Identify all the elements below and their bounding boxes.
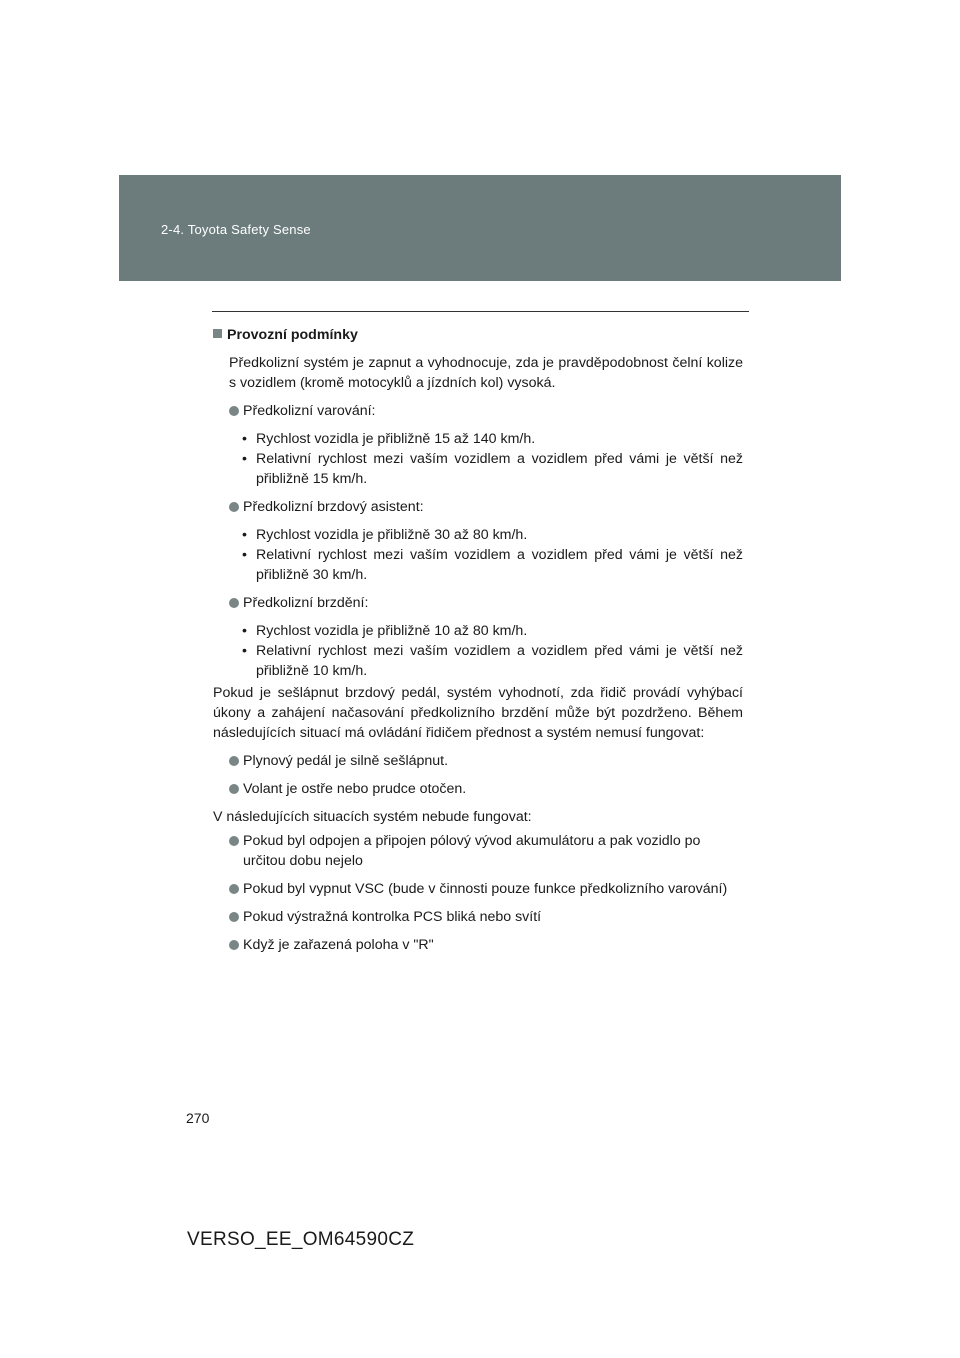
circle-bullet-icon (229, 756, 239, 766)
circle-bullet-icon (229, 406, 239, 416)
circle-bullet-icon (229, 884, 239, 894)
section-heading-text: Provozní podmínky (227, 327, 358, 343)
circle-bullet-icon (229, 836, 239, 846)
condition-warning-items (213, 429, 743, 489)
override-item (213, 751, 743, 771)
section-intro: Předkolizní systém je zapnut a vyhodnocuje, zda je pravděpodobnost čelní kolize s vozidlem (kromě motocyklů a jízdních kol) vysoká. (229, 355, 743, 391)
circle-bullet-icon (229, 598, 239, 608)
override-item-text: Volant je ostře nebo prudce otočen. (243, 781, 467, 797)
page-number: 270 (186, 1110, 210, 1126)
sub-item-text: Relativní rychlost mezi vaším vozidlem a vozidlem před vámi je větší než přibližně 15 km/h. (256, 451, 743, 487)
dot-mark: • (242, 643, 247, 659)
sub-item (213, 449, 743, 489)
condition-warning (213, 401, 743, 421)
dot-mark: • (242, 431, 247, 447)
chapter-title: 2-4. Toyota Safety Sense (161, 222, 311, 237)
sub-item (213, 621, 743, 641)
dot-mark: • (242, 451, 247, 467)
not-working-item-text: Pokud byl odpojen a připojen pólový vývod akumulátoru a pak vozidlo po určitou dobu nejelo (243, 833, 701, 869)
chapter-header-band (119, 175, 841, 281)
circle-bullet-icon (229, 502, 239, 512)
sub-item-text: Relativní rychlost mezi vaším vozidlem a vozidlem před vámi je větší než přibližně 10 km/h. (256, 643, 743, 679)
circle-bullet-icon (229, 940, 239, 950)
sub-item-text: Rychlost vozidla je přibližně 15 až 140 km/h. (256, 431, 536, 447)
dot-mark: • (242, 547, 247, 563)
circle-bullet-icon (229, 912, 239, 922)
condition-title: Předkolizní brzdový asistent: (243, 499, 424, 515)
page-content (213, 325, 743, 963)
override-item-text: Plynový pedál je silně sešlápnut. (243, 753, 449, 769)
square-bullet-icon (213, 329, 222, 338)
sub-item (213, 641, 743, 681)
sub-item (213, 545, 743, 585)
brake-note: Pokud je sešlápnut brzdový pedál, systém vyhodnotí, zda řidič provádí vyhýbací úkony a zahájení načasování předkolizního brzdění může být pozdrženo. Během následujících situací má ovládání řidičem přednost a systém nemusí fungovat: (213, 685, 743, 741)
sub-item-text: Rychlost vozidla je přibližně 10 až 80 km/h. (256, 623, 528, 639)
not-working-item (213, 879, 743, 899)
not-working-item (213, 831, 743, 871)
sub-item (213, 429, 743, 449)
circle-bullet-icon (229, 784, 239, 794)
not-working-item (213, 907, 743, 927)
dot-mark: • (242, 527, 247, 543)
section-heading (213, 325, 743, 345)
not-working-intro: V následujících situacích systém nebude fungovat: (213, 809, 532, 825)
condition-braking (213, 593, 743, 613)
not-working-item-text: Pokud byl vypnut VSC (bude v činnosti pouze funkce předkolizního varování) (243, 881, 728, 897)
section-divider (212, 311, 749, 312)
condition-brake-assist (213, 497, 743, 517)
condition-title: Předkolizní brzdění: (243, 595, 369, 611)
not-working-item-text: Když je zařazená poloha v "R" (243, 937, 434, 953)
not-working-item (213, 935, 743, 955)
document-code: VERSO_EE_OM64590CZ (187, 1229, 415, 1250)
dot-mark: • (242, 623, 247, 639)
condition-title: Předkolizní varování: (243, 403, 376, 419)
sub-item-text: Relativní rychlost mezi vaším vozidlem a vozidlem před vámi je větší než přibližně 30 km/h. (256, 547, 743, 583)
condition-brake-assist-items (213, 525, 743, 585)
override-item (213, 779, 743, 799)
sub-item (213, 525, 743, 545)
sub-item-text: Rychlost vozidla je přibližně 30 až 80 km/h. (256, 527, 528, 543)
condition-braking-items (213, 621, 743, 681)
not-working-item-text: Pokud výstražná kontrolka PCS bliká nebo svítí (243, 909, 542, 925)
